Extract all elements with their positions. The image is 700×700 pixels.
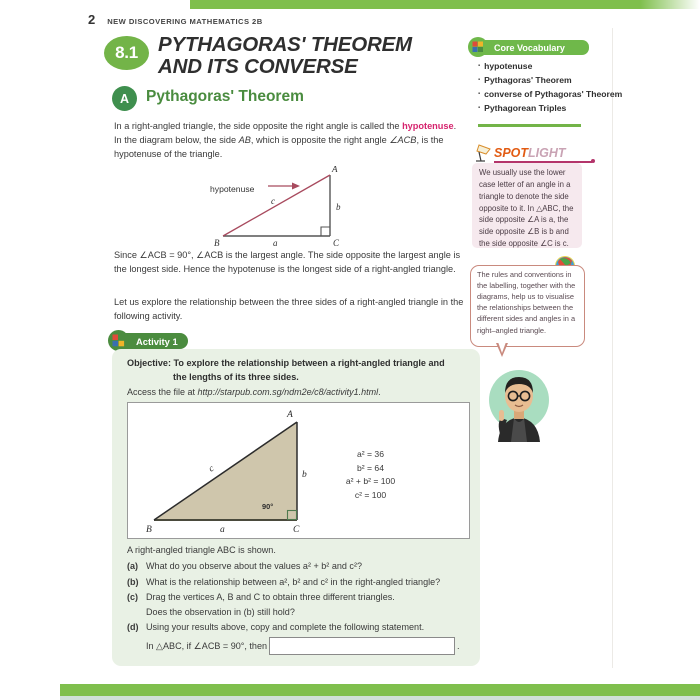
svg-text:a: a <box>220 525 225 535</box>
activity-intro: A right-angled triangle ABC is shown. <box>127 545 276 555</box>
svg-text:a: a <box>273 238 278 248</box>
page-title <box>158 34 458 78</box>
intro-paragraph <box>114 120 466 162</box>
svg-text:b: b <box>302 470 307 480</box>
access-suffix: . <box>378 387 381 397</box>
question-text-d: Using your results above, copy and complete the following statement. <box>146 622 425 633</box>
question-c-followup: Does the observation in (b) still hold? <box>146 607 295 618</box>
answer-statement-row <box>127 637 469 655</box>
svg-text:A: A <box>332 166 338 174</box>
student-avatar <box>478 352 560 442</box>
core-vocabulary-list <box>476 60 676 116</box>
list-item: ▪ hypotenuse <box>487 60 676 74</box>
activity-objective <box>127 357 465 384</box>
callout-text: The rules and conventions in the labelling, together with the diagrams, help us to visualise the relationships between the different sides and angles in a right–angled triangle. <box>477 270 576 335</box>
list-item: ▪ Pythagoras' Theorem <box>487 74 676 88</box>
question-label-a: (a) <box>127 561 139 572</box>
spotlight-title-part2: LIGHT <box>528 146 566 160</box>
top-bar-right-fade <box>640 0 700 9</box>
access-prefix: Access the file at <box>127 387 198 397</box>
vocabulary-blocks-icon <box>468 37 488 57</box>
svg-text:b: b <box>336 202 341 212</box>
spotlight-text: We usually use the lower case letter of an angle in a triangle to denote the side opposite to it. In △ABC, the side opposite ∠A is a, the side opposite ∠B is b and the side opposite ∠C is c. <box>479 168 574 249</box>
section-number-badge: 8.1 <box>104 36 149 70</box>
list-item: ▪ converse of Pythagoras' Theorem <box>487 88 676 102</box>
core-vocabulary-divider <box>478 124 581 127</box>
answer-suffix: . <box>457 640 460 651</box>
objective-line1: To explore the relationship between a right-angled triangle and <box>173 358 445 368</box>
question-item <box>127 575 469 589</box>
p1-angle-acb: ∠ACB <box>389 134 417 145</box>
section-title-line2: AND ITS CONVERSE <box>158 55 358 79</box>
page-right-rule <box>612 28 613 668</box>
activity-questions <box>127 543 469 655</box>
section-title-line1: PYTHAGORAS' THEOREM <box>158 33 412 56</box>
svg-text:90°: 90° <box>262 502 274 511</box>
p1-text-a: In a right-angled triangle, the side opposite the right angle is called the <box>114 121 403 131</box>
question-text-a: What do you observe about the values a² + b² and c²? <box>146 561 362 572</box>
spotlight-title-part1: SPOT <box>494 146 529 160</box>
answer-prompt: In △ABC, if ∠ACB = 90°, then <box>146 640 268 651</box>
core-vocabulary-label: Core Vocabulary <box>494 42 565 53</box>
hypotenuse-highlight: hypotenuse <box>402 121 454 131</box>
activity-blocks-icon <box>108 330 129 351</box>
explore-paragraph: Let us explore the relationship between the three sides of a right-angled triangle in the following activity. <box>114 297 464 321</box>
activity-url-link[interactable]: http://starpub.com.sg/ndm2e/c8/activity1.html <box>197 387 379 397</box>
objective-label: Objective: <box>127 358 171 368</box>
activity-access-line <box>127 387 467 397</box>
page-number: 2 <box>88 12 96 27</box>
question-label-d: (d) <box>127 622 139 633</box>
book-title: NEW DISCOVERING MATHEMATICS 2B <box>107 17 263 26</box>
list-item: ▪ Pythagorean Triples <box>487 102 676 116</box>
activity-equations <box>318 448 423 502</box>
p1-text-b: . In the diagram below, the side <box>114 121 457 145</box>
question-label-c: (c) <box>127 591 139 602</box>
question-text-c: Drag the vertices A, B and C to obtain three different triangles. <box>146 591 395 602</box>
equation-c-squared: c² = 100 <box>354 489 387 500</box>
equation-b-squared: b² = 64 <box>357 462 384 473</box>
subsection-letter-badge: A <box>112 86 137 111</box>
svg-text:c: c <box>271 196 275 206</box>
top-bar-left-gap <box>0 0 190 9</box>
hypotenuse-caption: hypotenuse <box>210 184 255 194</box>
objective-line2: the lengths of its three sides. <box>173 371 299 382</box>
largest-angle-paragraph: Since ∠ACB = 90°, ∠ACB is the largest angle. The side opposite the largest angle is the longest side. Hence the hypotenuse is the longest side of a right-angled triangle. <box>114 250 461 274</box>
running-head <box>88 12 263 27</box>
svg-text:B: B <box>214 238 220 248</box>
bottom-bar-edge <box>60 696 700 700</box>
question-item <box>127 590 469 604</box>
spotlight-rule-dot <box>591 159 595 163</box>
spotlight-title <box>494 146 566 160</box>
answer-input[interactable] <box>269 637 455 655</box>
question-item <box>127 559 469 573</box>
figure-right-triangle-small <box>205 166 405 250</box>
equation-a-squared: a² = 36 <box>357 449 384 459</box>
svg-text:A: A <box>287 410 293 420</box>
question-label-b: (b) <box>127 576 139 587</box>
p1-segment-ab: AB <box>238 134 251 145</box>
desk-lamp-icon <box>474 142 496 162</box>
equation-a-plus-b-squared: a² + b² = 100 <box>345 476 396 487</box>
subsection-title: Pythagoras' Theorem <box>146 88 304 105</box>
bottom-green-bar <box>60 684 700 696</box>
core-vocabulary-tab <box>472 40 584 55</box>
p1-text-d: , is the hypotenuse of the triangle. <box>114 134 444 159</box>
p1-text-c: , which is opposite the right angle <box>250 134 390 145</box>
svg-text:c: c <box>207 463 217 475</box>
question-text-b: What is the relationship between a², b² and c² in the right-angled triangle? <box>146 576 441 587</box>
svg-text:B: B <box>146 525 152 535</box>
activity-tab-label: Activity 1 <box>136 335 178 347</box>
svg-text:C: C <box>333 238 340 248</box>
question-item <box>127 620 469 634</box>
svg-text:C: C <box>293 525 300 535</box>
